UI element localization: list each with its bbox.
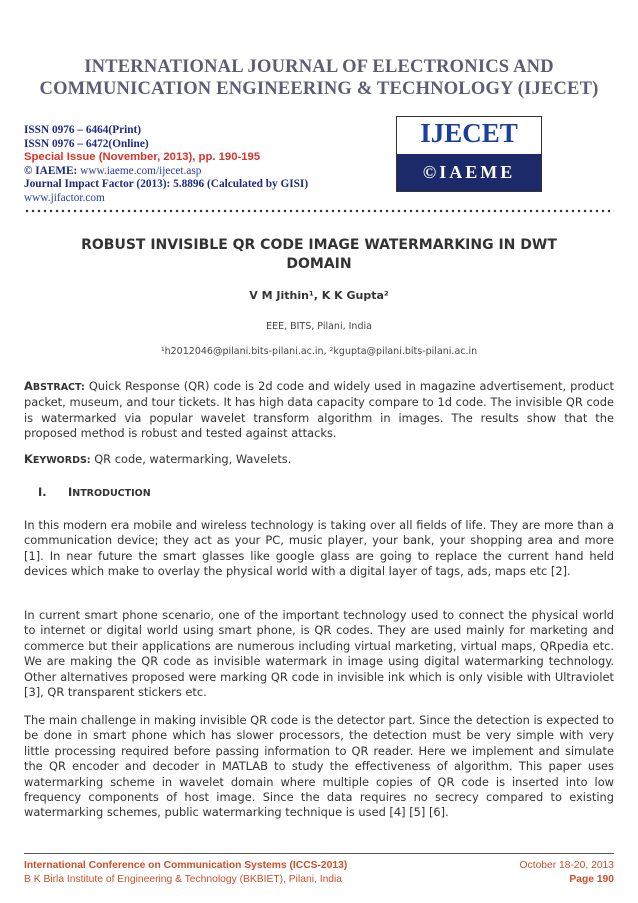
journal-title-line2: COMMUNICATION ENGINEERING & TECHNOLOGY (IJECET)	[39, 79, 599, 99]
jifactor-link[interactable]: www.jifactor.com	[24, 191, 105, 204]
section-title-first: I	[68, 485, 73, 499]
section-number: I.	[38, 485, 47, 499]
abstract-label-rest: BSTRACT:	[32, 382, 85, 393]
journal-meta	[24, 124, 308, 206]
abstract-text: Quick Response (QR) code is 2d code and widely used in magazine advertisement, product packet, museum, and tour tickets. It has high data capacity compare to 1d code. The invisible QR code is watermarked via popular wavelet transform algorithm in images. The results show that the proposed method is robust and tested against attacks.	[24, 379, 614, 441]
paper-title	[70, 236, 568, 274]
iaeme-link[interactable]: www.iaeme.com/ijecet.asp	[80, 164, 202, 177]
logo-text: IJECET	[420, 118, 518, 148]
dotted-divider	[24, 209, 614, 213]
emails: ¹h2012046@pilani.bits-pilani.ac.in, ²kgupta@pilani.bits-pilani.ac.in	[160, 346, 478, 357]
impact-factor: Journal Impact Factor (2013): 5.8896 (Calculated by GISI)	[24, 178, 309, 191]
keywords-label-rest: EYWORDS:	[32, 455, 91, 466]
section-heading	[38, 485, 151, 499]
journal-title-line1: INTERNATIONAL JOURNAL OF ELECTRONICS AND	[84, 57, 554, 77]
paper-title-line2: DOMAIN	[286, 256, 352, 272]
body-paragraph-2: In current smart phone scenario, one of the important technology used to connect the physical world to internet or digital world using smart phone, is QR codes. They are used mainly for marketing and commerce but their applications are numerous including virtual marketing, virtual maps, QRpedia etc. We are making the QR code as invisible watermark in image using digital watermarking technology. Other alternatives proposed were marking QR code in invisible ink which is only visible with Ultraviolet [3], QR transparent stickers etc.	[24, 608, 614, 700]
abstract-label	[24, 379, 85, 393]
iaeme-line	[24, 165, 308, 179]
journal-title	[30, 56, 608, 100]
abstract-label-first: A	[24, 379, 33, 393]
body-paragraph-1: In this modern era mobile and wireless technology is taking over all fields of life. They are more than a communication device; they act as your PC, music player, your bank, your shopping area and more [1]. In near future the smart glasses like google glass are going to replace the current hand held devices which make to overlay the physical world with a digital layer of tags, ads, maps etc [2].	[24, 518, 614, 579]
paper-title-line1: ROBUST INVISIBLE QR CODE IMAGE WATERMARKING IN DWT	[81, 237, 557, 253]
keywords-label-first: K	[24, 452, 33, 466]
footer-page-number: Page 190	[569, 874, 614, 885]
footer-institute: B K Birla Institute of Engineering & Technology (BKBIET), Pilani, India	[24, 874, 343, 885]
abstract	[24, 379, 614, 442]
keywords-text: QR code, watermarking, Wavelets.	[94, 452, 292, 466]
ijecet-logo	[396, 116, 542, 192]
footer-conference: International Conference on Communication Systems (ICCS-2013)	[24, 860, 348, 871]
affiliation: EEE, BITS, Pilani, India	[266, 321, 372, 332]
body-paragraph-3: The main challenge in making invisible QR code is the detector part. Since the detection is expected to be done in smart phone which has slower processors, the detection must be very simple with very little processing required before passing information to QR reader. Here we implement and simulate the QR encoder and decoder in MATLAB to study the effectiveness of algorithm. This paper uses watermarking scheme in wavelet domain where multiple copies of QR code is inserted into low frequency components of host image. Since the data requires no secrecy compared to existing watermarking schemes, public watermarking technique is used [4] [5] [6].	[24, 713, 614, 820]
iaeme-label: © IAEME:	[24, 164, 78, 177]
issn-online: ISSN 0976 – 6472(Online)	[24, 137, 149, 150]
special-issue: Special Issue (November, 2013), pp. 190-195	[24, 151, 261, 164]
footer-dates: October 18-20, 2013	[519, 860, 614, 871]
footer-divider	[24, 853, 614, 854]
logo-band: ©IAEME	[397, 154, 541, 191]
keywords	[24, 452, 614, 468]
authors: V M Jithin¹, K K Gupta²	[249, 289, 389, 302]
section-title-rest: NTRODUCTION	[72, 488, 151, 499]
issn-print: ISSN 0976 – 6464(Print)	[24, 124, 142, 136]
keywords-label	[24, 452, 91, 466]
